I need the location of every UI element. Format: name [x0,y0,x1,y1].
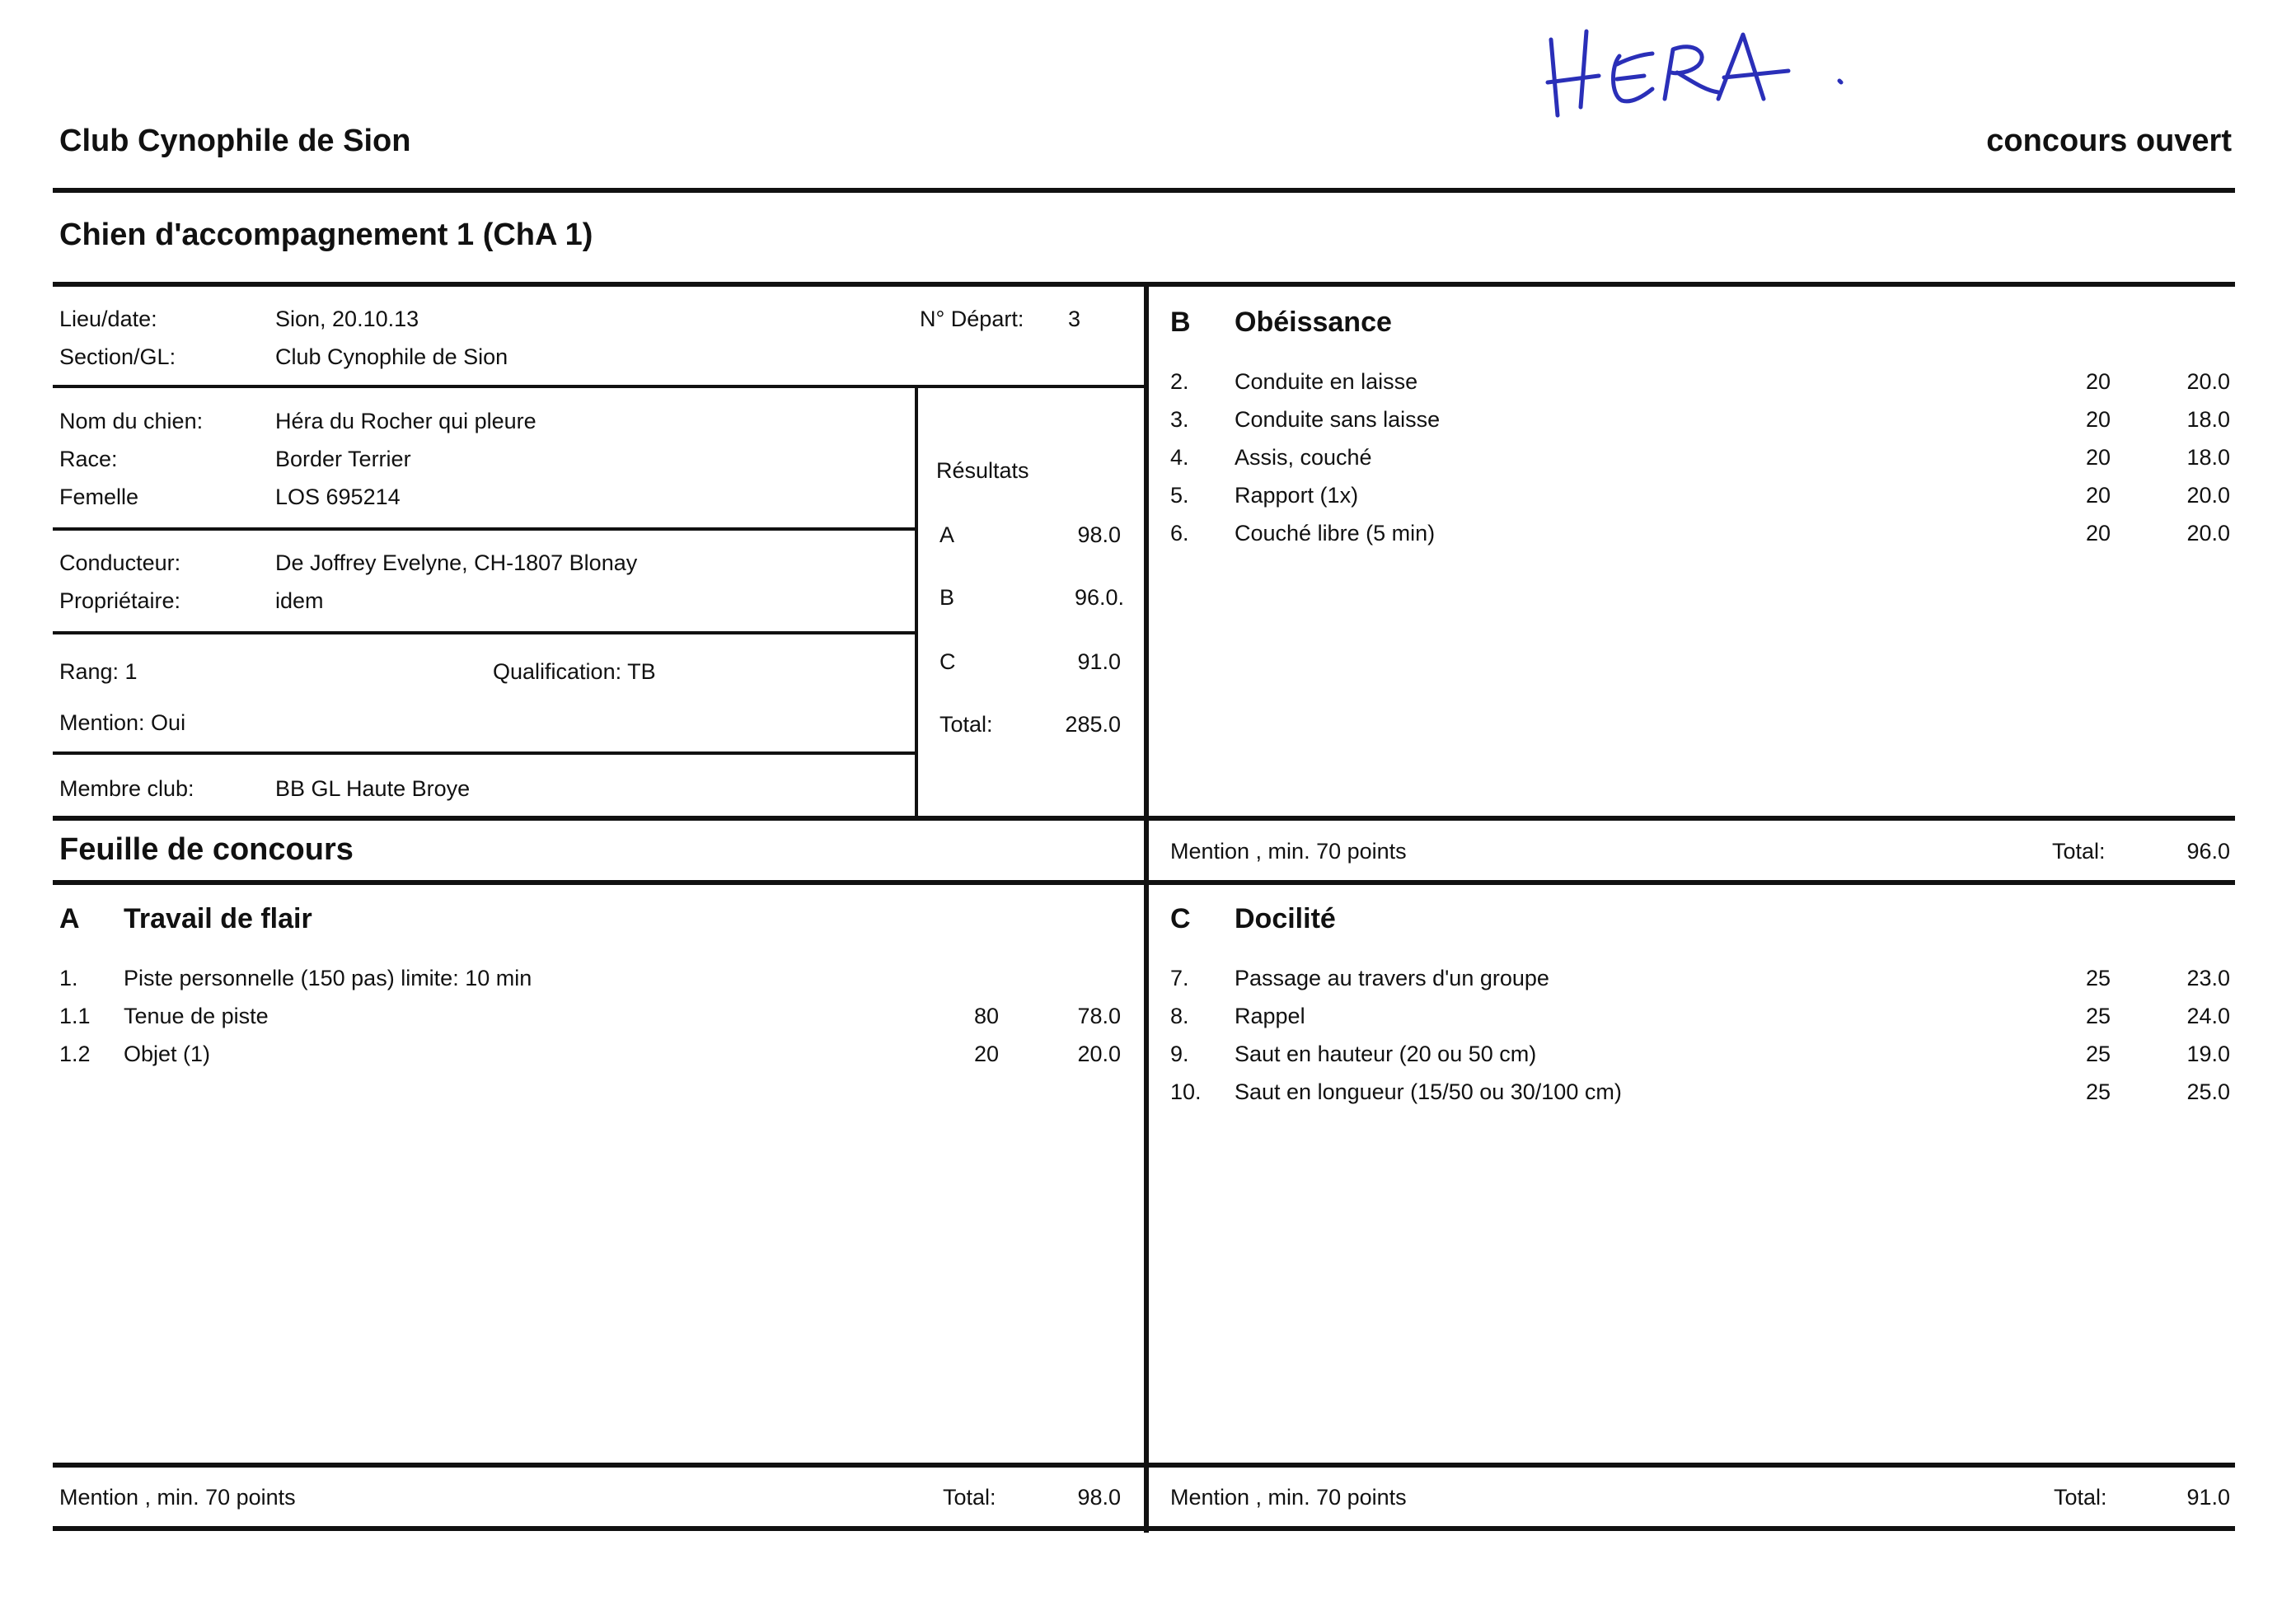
section-c-item-label: Passage au travers d'un groupe [1235,966,1549,990]
resultat-value-a: 98.0 [1077,522,1121,547]
section-b-item-label: Rapport (1x) [1235,483,1359,508]
section-a-mention: Mention , min. 70 points [59,1485,296,1510]
concours-type: concours ouvert [1986,124,2232,158]
section-a-total-label: Total: [943,1485,996,1510]
section-b-title: Obéissance [1235,307,1392,338]
section-a-item-num: 1. [59,966,78,990]
section-a-item-score: 78.0 [1077,1004,1121,1028]
handwritten-annotation [1541,16,1854,124]
depart-value: 3 [1068,307,1081,331]
section-a-item-score: 20.0 [1077,1042,1121,1066]
info-rule-1 [53,385,1146,388]
resultat-key-a: A [939,522,955,547]
section-b-item-score: 18.0 [2186,445,2230,470]
nom-label: Nom du chien: [59,409,204,433]
section-c-item-max: 25 [2085,1042,2111,1066]
section-b-item-score: 18.0 [2186,407,2230,432]
conducteur-value: De Joffrey Evelyne, CH-1807 Blonay [275,550,638,575]
section-b-item-score: 20.0 [2186,483,2230,508]
feuille-title: Feuille de concours [59,832,354,867]
section-b-item-max: 20 [2085,483,2111,508]
section-c-total-label: Total: [2054,1485,2107,1510]
conducteur-label: Conducteur: [59,550,181,575]
section-a-item-max: 20 [973,1042,999,1066]
section-a-item-label: Piste personnelle (150 pas) limite: 10 min [124,966,532,990]
section-b-item-label: Assis, couché [1235,445,1372,470]
section-b-item-num: 2. [1170,369,1189,394]
section-c-letter: C [1170,903,1191,934]
section-b-item-num: 5. [1170,483,1189,508]
section-b-total-label: Total: [2052,839,2106,864]
bottom-rule-bottom [53,1526,2235,1531]
lieu-label: Lieu/date: [59,307,157,331]
section-a-item-num: 1.1 [59,1004,91,1028]
section-c-mention: Mention , min. 70 points [1170,1485,1407,1510]
rang-value: Rang: 1 [59,659,138,684]
club-name: Club Cynophile de Sion [59,124,411,158]
section-c-item-num: 9. [1170,1042,1189,1066]
section-b-item-score: 20.0 [2186,521,2230,545]
info-rule-2 [53,527,916,531]
section-c-item-score: 23.0 [2186,966,2230,990]
section-c-item-score: 24.0 [2186,1004,2230,1028]
resultat-value-c: 91.0 [1077,649,1121,674]
section-c-item-score: 25.0 [2186,1079,2230,1104]
section-a-total-value: 98.0 [1077,1485,1121,1510]
resultat-key-b: B [939,585,955,610]
section-a-letter: A [59,903,80,934]
proprietaire-value: idem [275,588,324,613]
section-c-item-max: 25 [2085,1004,2111,1028]
section-b-item-score: 20.0 [2186,369,2230,394]
nom-value: Héra du Rocher qui pleure [275,409,537,433]
section-c-title: Docilité [1235,903,1336,934]
info-rule-4 [53,751,916,755]
section-b-item-label: Conduite en laisse [1235,369,1418,394]
section-a-title: Travail de flair [124,903,312,934]
section-b-item-num: 3. [1170,407,1189,432]
resultat-total-label: Total: [939,712,993,737]
depart-label: N° Départ: [920,307,1024,331]
section-c-item-label: Saut en hauteur (20 ou 50 cm) [1235,1042,1537,1066]
lieu-value: Sion, 20.10.13 [275,307,419,331]
middle-rule-bottom [53,880,2235,885]
proprietaire-label: Propriétaire: [59,588,181,613]
middle-rule-top [53,816,2235,821]
race-value: Border Terrier [275,447,411,471]
section-b-item-max: 20 [2085,445,2111,470]
section-b-letter: B [1170,307,1191,338]
header-rule [53,188,2235,193]
membre-label: Membre club: [59,776,194,801]
section-b-item-max: 20 [2085,521,2111,545]
section-b-item-max: 20 [2085,369,2111,394]
section-c-item-label: Saut en longueur (15/50 ou 30/100 cm) [1235,1079,1622,1104]
section-value: Club Cynophile de Sion [275,344,508,369]
section-c-item-num: 8. [1170,1004,1189,1028]
main-column-divider [1144,282,1149,1533]
section-b-mention: Mention , min. 70 points [1170,839,1407,864]
resultats-label: Résultats [936,458,1029,483]
section-b-item-max: 20 [2085,407,2111,432]
section-c-item-num: 7. [1170,966,1189,990]
info-rule-3 [53,631,916,634]
sexe-label: Femelle [59,485,139,509]
los-value: LOS 695214 [275,485,401,509]
mention-value: Mention: Oui [59,710,186,735]
section-a-item-num: 1.2 [59,1042,91,1066]
section-b-total-value: 96.0 [2186,839,2230,864]
section-b-item-label: Couché libre (5 min) [1235,521,1436,545]
section-c-total-value: 91.0 [2186,1485,2230,1510]
bottom-rule-top [53,1463,2235,1468]
section-c-item-score: 19.0 [2186,1042,2230,1066]
race-label: Race: [59,447,118,471]
section-a-item-max: 80 [973,1004,999,1028]
resultat-total-value: 285.0 [1065,712,1121,737]
resultat-value-b: 96.0. [1075,585,1125,610]
section-b-item-label: Conduite sans laisse [1235,407,1441,432]
section-label: Section/GL: [59,344,176,369]
section-c-item-num: 10. [1170,1079,1202,1104]
section-a-item-label: Objet (1) [124,1042,211,1066]
section-b-item-num: 6. [1170,521,1189,545]
qualification-value: Qualification: TB [493,659,656,684]
section-b-item-num: 4. [1170,445,1189,470]
section-c-item-max: 25 [2085,1079,2111,1104]
membre-value: BB GL Haute Broye [275,776,471,801]
resultat-key-c: C [939,649,956,674]
section-c-item-label: Rappel [1235,1004,1305,1028]
page-title: Chien d'accompagnement 1 (ChA 1) [59,218,593,252]
section-c-item-max: 25 [2085,966,2111,990]
section-a-item-label: Tenue de piste [124,1004,269,1028]
